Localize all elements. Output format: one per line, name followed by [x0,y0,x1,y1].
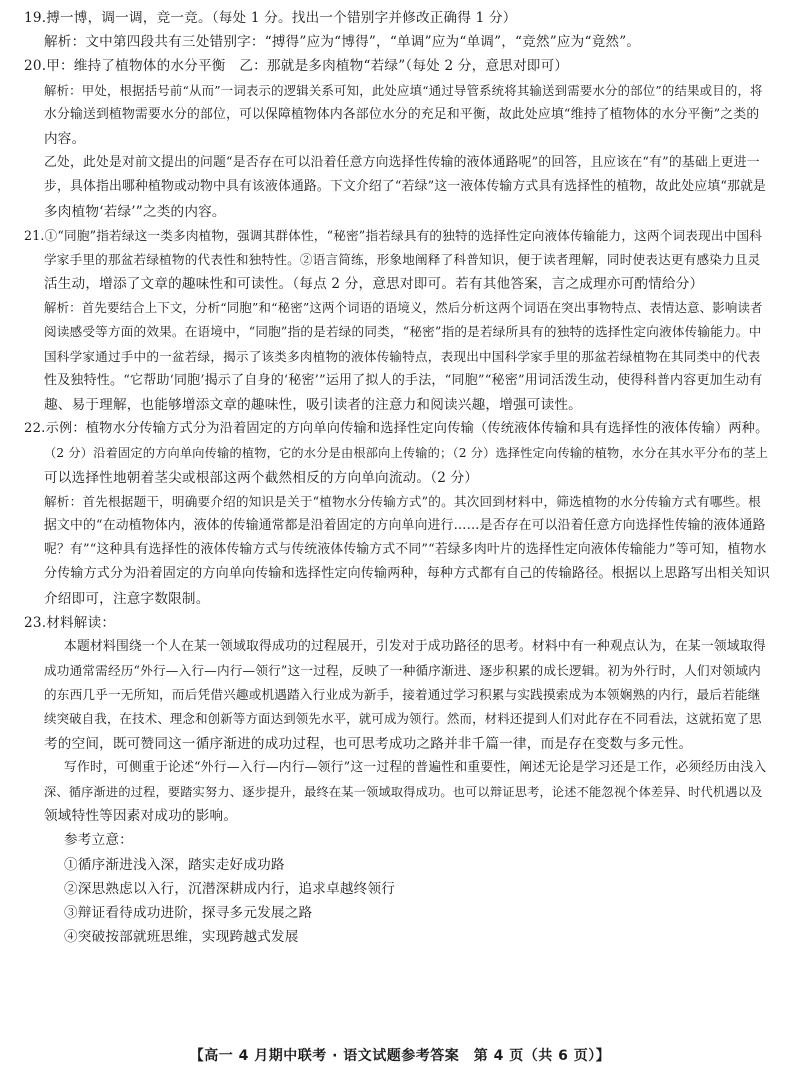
text-line: 本题材料围绕一个人在某一领域取得成功的过程展开，引发对于成功路径的思考。材料中有一种观点认为，在某一领域取得 [64,638,766,654]
text-line: ②深思熟虑以入行，沉潜深耕成内行，追求卓越终领行 [64,880,396,897]
text-line: 参考立意： [64,832,133,849]
text-line: 性及独特性。“它帮助‘同胞’揭示了自身的‘秘密’”运用了拟人的手法，“同胞”“秘密”用词活泼生动，使得科普内容更加生动有 [44,372,763,388]
text-line: ③辩证看待成功进阶，探寻多元发展之路 [64,904,313,921]
text-line: 写作时，可侧重于论述“外行—入行—内行—领行”这一过程的普遍性和重要性，阐述无论是学习还是工作，必须经历由浅入 [64,759,767,775]
text-line: 解析：首先要结合上下文，分析“同胞”和“秘密”这两个词语的语境义，然后分析这两个词语在突出事物特点、表情达意、影响读者 [44,300,763,316]
text-line: 学家手里的那盆若绿植物的代表性和独特性。②语言简练，形象地阐释了科普知识，便于读者理解，同时使表达更有感染力且灵 [44,251,761,267]
text-line: 领域特性等因素对成功的影响。 [44,808,238,825]
text-line: 乙处，此处是对前文提出的问题“是否存在可以沿着任意方向选择性传输的液体通路呢”的回答，且应该在“有”的基础上更进一 [44,155,760,171]
text-line: ①循序渐进浅入深，踏实走好成功路 [64,856,285,873]
text-line: （2 分）沿着固定的方向单向传输的植物，它的水分是由根部向上传输的；（2 分）选择性定向传输的植物，水分在其水平分布的茎上 [44,446,769,461]
text-line: 趣、易于理解，也能够增添文章的趣味性，吸引读者的注意力和阅读兴趣，增强可读性。 [44,397,582,413]
text-line: 内容。 [44,130,86,147]
text-line: 续突破自我，在技术、理念和创新等方面达到领先水平，就可成为领行。然而，材料还提到人们对此存在不同看法，这就拓宽了思 [44,711,762,727]
text-line: 国科学家通过手中的一盆若绿，揭示了该类多肉植物的液体传输特点，表现出中国科学家手里的那盆若绿植物在其同类中的代表 [44,348,761,364]
text-line: 步，具体指出哪种植物或动物中具有该液体通路。下文介绍了“若绿”这一液体传输方式具有选择性的植物，故此处应填“那就是 [44,179,767,195]
text-line: 呢？有”“这种具有选择性的液体传输方式与传统液体传输方式不同”“若绿多肉叶片的选择性定向液体传输能力”等可知，植物水 [44,542,767,558]
text-line: 据文中的“在动植物体内，液体的传输通常都是沿着固定的方向单向进行……是否存在可以沿着任意方向选择性传输的液体通路 [44,517,766,533]
text-line: 解析：甲处，根据括号前“从而”一词表示的逻辑关系可知，此处应填“通过导管系统将其输送到需要水分的部位”的结果或目的，将 [44,82,763,98]
text-line: 23.材料解读： [24,614,116,631]
page-footer: 【高一 4 月期中联考 · 语文试题参考答案 第 4 页（共 6 页）】 [189,1047,611,1064]
text-line: 20.甲：维持了植物体的水分平衡 乙：那就是多肉植物“若绿”（每处 2 分，意思对即可） [24,58,569,75]
text-line: 可以选择性地朝着茎尖或根部这两个截然相反的方向单向流动。（2 分） [44,469,479,486]
text-line: 22.示例：植物水分传输方式分为沿着固定的方向单向传输和选择性定向传输（传统液体传输和具有选择性的液体传输）两种。 [24,421,769,437]
text-line: 解析：文中第四段共有三处错别字：“搏得”应为“博得”，“单调”应为“单调”，“竞然”应为“竟然”。 [44,34,641,51]
text-line: 解析：首先根据题干，明确要介绍的知识是关于“植物水分传输方式”的。其次回到材料中，筛选植物的水分传输方式有哪些。根 [44,493,761,509]
text-line: 深、循序渐进的过程，要踏实努力、逐步提升，最终在某一领域取得成功。也可以辩证思考，论述不能忽视个体差异、时代机遇以及 [44,785,763,799]
text-line: 活生动，增添了文章的趣味性和可读性。（每点 2 分，意思对即可。若有其他答案，言之成理亦可酌情给分） [44,276,704,293]
text-line: ④突破按部就班思维，实现跨越式发展 [64,929,299,946]
text-line: 多肉植物‘若绿’”之类的内容。 [44,203,226,220]
answer-content [24,6,770,949]
text-line: 介绍即可，注意字数限制。 [44,590,210,607]
text-line: 分传输方式分为沿着固定的方向单向传输和选择性定向传输两种，每种方式都有自己的传输路径。根据以上思路写出相关知识 [44,566,770,582]
text-line: 水分输送到植物需要水分的部位，可以保障植物体内各部位水分的充足和平衡，故此处应填“维持了植物体的水分平衡”之类的 [44,106,760,122]
text-line: 的东西几乎一无所知，而后凭借兴趣或机遇踏入行业成为新手，接着通过学习积累与实践摸索成为本领娴熟的内行，最后若能继 [44,687,761,703]
text-line: 成功通常需经历“外行—入行—内行—领行”这一过程，反映了一种循序渐进、逐步积累的成长逻辑。初为外行时，人们对领域内 [44,663,761,679]
text-line: 阅读感受等方面的效果。在语境中，“同胞”指的是若绿的同类，“秘密”指的是若绿所具有的独特的选择性定向液体传输能力。中 [44,324,762,340]
text-line: 21.①“同胞”指若绿这一类多肉植物，强调其群体性，“秘密”指若绿具有的独特的选择性定向液体传输能力，这两个词表现出中国科 [24,227,763,243]
text-line: 19.搏一博，调一调，竞一竞。（每处 1 分。找出一个错别字并修改正确得 1 分） [24,10,517,26]
text-line: 考的空间，既可赞同这一循序渐进的成功过程，也可思考成功之路并非千篇一律，而是存在变数与多元性。 [44,735,693,752]
